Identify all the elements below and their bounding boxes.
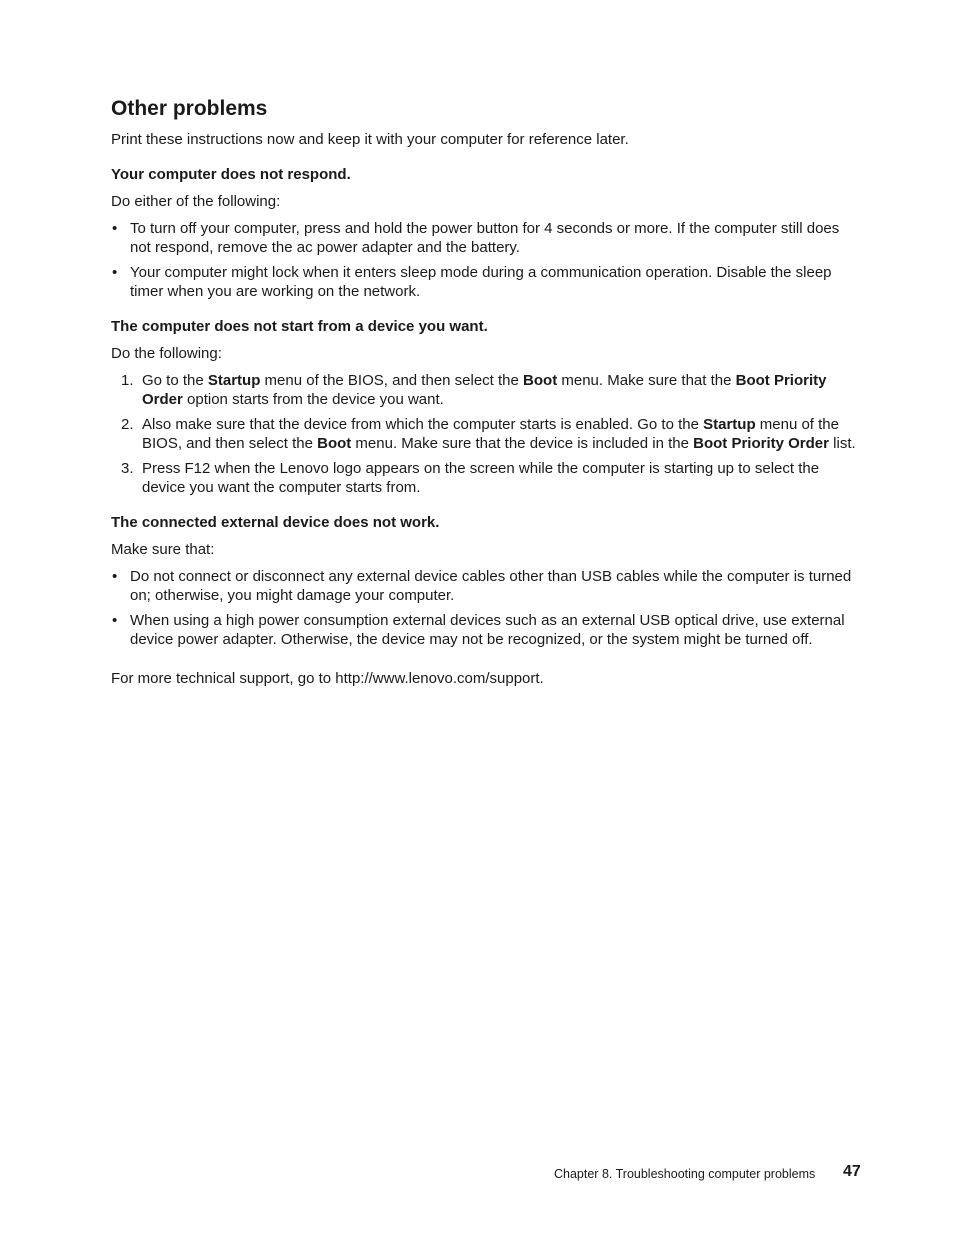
- section-boot-device: [111, 317, 861, 497]
- list-item-text: [130, 568, 851, 604]
- bullet-list: [111, 567, 861, 649]
- page-number: 47: [843, 1163, 861, 1180]
- text-run: menu. Make sure that the: [557, 372, 736, 389]
- footer-chapter: Chapter 8. Troubleshooting computer problems: [554, 1167, 816, 1181]
- page-content: [111, 96, 861, 688]
- text-run: To turn off your computer, press and hold the power button for 4 seconds or more. If the computer still does not respond, remove the ac power adapter and the battery.: [130, 220, 840, 256]
- section-lead: Do either of the following:: [111, 193, 281, 210]
- list-item: [111, 371, 861, 409]
- text-run: Also make sure that the device from which the computer starts is enabled. Go to the: [142, 416, 704, 433]
- page-title: Other problems: [111, 97, 268, 120]
- list-item: [111, 263, 861, 301]
- bullet-marker: •: [112, 612, 118, 629]
- section-external-device: [111, 513, 861, 649]
- text-run: Your computer might lock when it enters sleep mode during a communication operation. Disable the sleep timer when you are working on the network.: [130, 264, 832, 300]
- list-item: [111, 567, 861, 605]
- list-item: [111, 415, 861, 453]
- list-item-text: [142, 460, 819, 496]
- bullet-marker: •: [112, 264, 118, 281]
- intro-text: Print these instructions now and keep it with your computer for reference later.: [111, 131, 629, 148]
- section-title: The connected external device does not work.: [111, 514, 440, 531]
- list-item: [111, 219, 861, 257]
- section-lead: Make sure that:: [111, 541, 215, 558]
- text-run: menu of the BIOS, and then select the: [260, 372, 524, 389]
- bold-term: Boot: [523, 372, 558, 389]
- page-footer: [554, 1163, 864, 1187]
- bold-term: Boot Priority Order: [142, 372, 827, 408]
- list-item-text: [130, 264, 832, 300]
- number-marker: 1.: [121, 372, 134, 389]
- bullet-list: [111, 219, 861, 301]
- number-marker: 3.: [121, 460, 134, 477]
- bold-term: Startup: [703, 416, 756, 433]
- list-item-text: [142, 416, 856, 452]
- text-run: Go to the: [142, 372, 208, 389]
- section-lead: Do the following:: [111, 345, 222, 362]
- bold-term: Boot: [317, 435, 352, 452]
- list-item-text: [130, 220, 839, 256]
- text-run: list.: [828, 435, 856, 452]
- bold-term: Startup: [207, 372, 261, 389]
- section-title: The computer does not start from a device you want.: [111, 318, 488, 335]
- section-no-response: [111, 165, 861, 301]
- list-item-text: [130, 612, 845, 648]
- text-run: menu. Make sure that the device is included in the: [351, 435, 694, 452]
- text-run: Do not connect or disconnect any external device cables other than USB cables while the computer is turned on; otherwise, you might damage your computer.: [130, 568, 852, 604]
- text-run: When using a high power consumption external devices such as an external USB optical drive, use external device power adapter. Otherwise, the device may not be recognized, or the system might be turned off.: [130, 612, 845, 648]
- bullet-marker: •: [112, 220, 118, 237]
- numbered-list: [111, 371, 861, 497]
- support-text: For more technical support, go to http://www.lenovo.com/support.: [111, 670, 544, 687]
- text-run: option starts from the device you want.: [182, 391, 444, 408]
- text-run: menu of the BIOS, and then select the: [142, 416, 839, 452]
- section-title: Your computer does not respond.: [111, 166, 351, 183]
- list-item: [111, 611, 861, 649]
- bold-term: Boot Priority Order: [693, 435, 829, 452]
- text-run: Press F12 when the Lenovo logo appears on the screen while the computer is starting up to select the device you want the computer starts from.: [142, 460, 820, 496]
- list-item-text: [142, 372, 826, 408]
- list-item: [111, 459, 861, 497]
- bullet-marker: •: [112, 568, 118, 585]
- number-marker: 2.: [121, 416, 134, 433]
